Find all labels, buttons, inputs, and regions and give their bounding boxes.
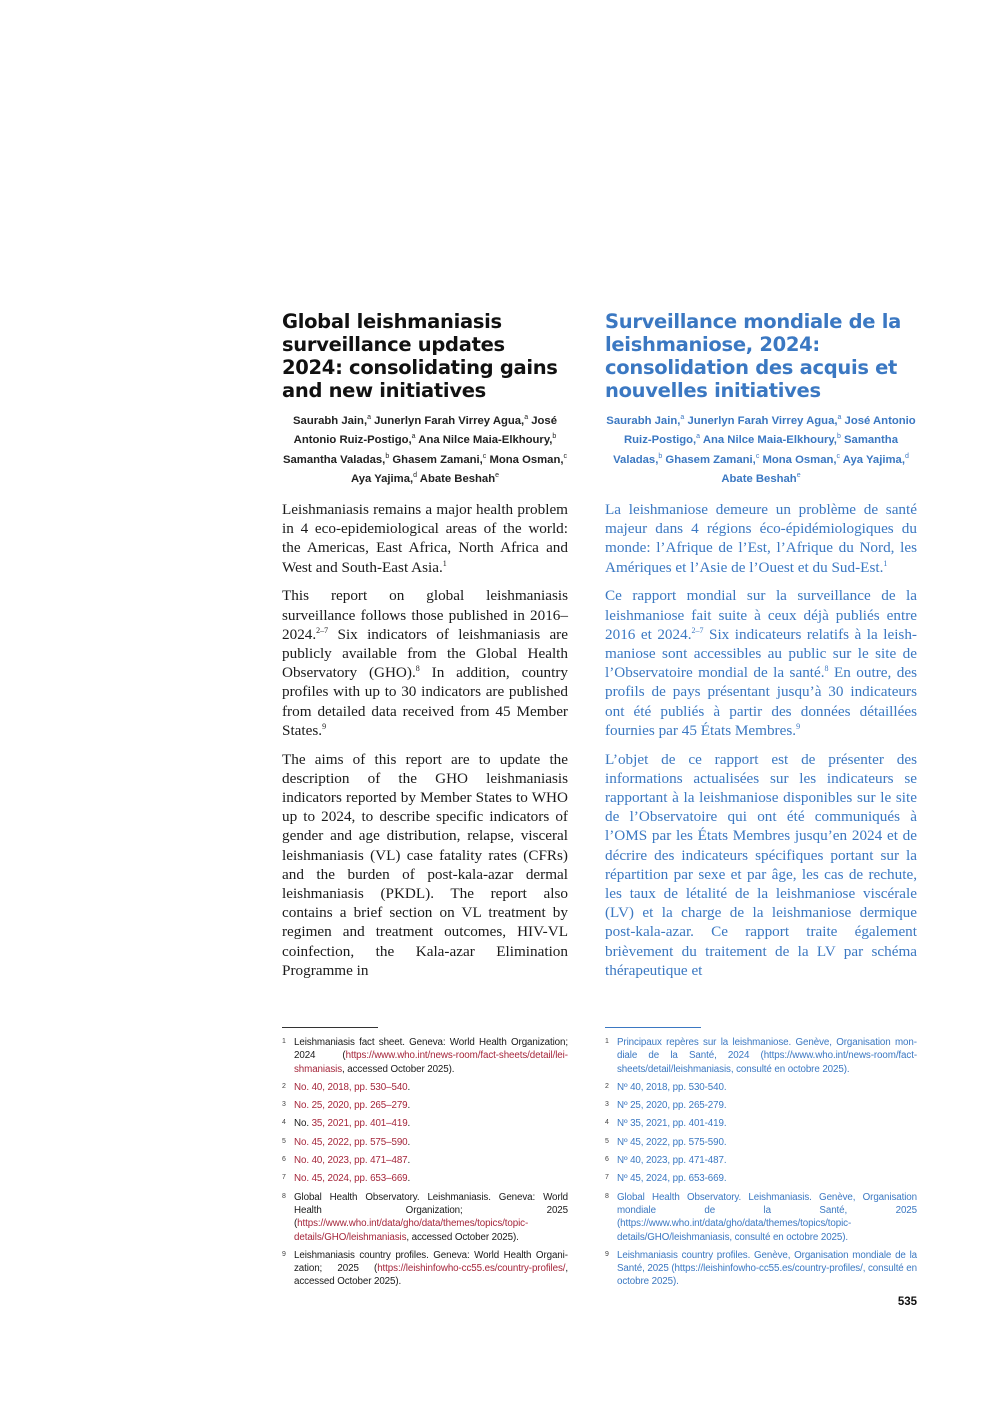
author-name: Aya Yajima, [842,453,905,466]
footnote-number: 1 [282,1038,286,1045]
footnotes-fr [605,1027,917,1294]
body-text-fr [605,500,917,980]
body-paragraph [282,586,568,740]
footnote-link[interactable]: https://www.who.int/news-room/fact-sheets/detail/leishmaniasis [294,1050,568,1075]
page-number: 535 [897,1296,917,1308]
footnote-link[interactable]: https://www.who.int/data/gho/data/themes/topics/topic-details/GHO/leishmaniasis [294,1218,529,1243]
author-affiliation: b [385,452,390,460]
footnote-link[interactable]: 35, 2021, pp. 401–419 [311,1118,408,1130]
footnote-divider [605,1027,701,1028]
author-affiliation: a [411,433,416,441]
reference-marker: 9 [796,721,801,731]
footnote-number: 1 [605,1038,609,1045]
footnote [605,1036,917,1076]
author-name: Saurabh Jain, [293,414,368,427]
author-list-en [282,410,568,487]
reference-marker: 8 [824,664,829,674]
paragraph-text: Six indicateurs relatifs à la leishmaniose sont accessibles au public sur le site de l’Observatoire mondial de la santé. [605,625,917,682]
footnote-number: 2 [605,1082,609,1090]
footnote-number: 6 [605,1156,609,1164]
footnote-link[interactable]: https://leishinfowho-cc55.es/country-profiles/ [377,1263,566,1275]
body-paragraph [605,586,917,740]
footnote-text: Nº 25, 2020, pp. 265-279. [617,1100,727,1112]
footnote-text: , consulté en octobre 2025). [730,1063,850,1075]
footnote-number: 7 [605,1174,609,1182]
footnote-text: , consulté en octobre 2025). [729,1231,849,1243]
author-affiliation: d [904,452,909,460]
footnote-number: 4 [605,1119,609,1127]
footnote-link[interactable]: No. 45, 2024, pp. 653–669 [294,1173,408,1185]
author-affiliation: a [367,414,371,421]
footnote-text: Nº 45, 2024, pp. 653-669. [617,1173,727,1185]
author-affiliation: a [696,433,701,441]
author-name: Aya Yajima, [350,472,414,485]
footnote-link[interactable]: https://leishinfowho-cc55.es/country-profiles/ [674,1263,863,1275]
footnote-link[interactable]: No. 40, 2023, pp. 471–487 [294,1155,408,1167]
footnote [282,1117,568,1130]
footnote-number: 4 [282,1119,286,1127]
reference-marker: 2–7 [691,625,704,635]
footnote-text: Leishmaniasis country profiles. Genève, Organisation mondiale de la Santé, 2025 ( [617,1249,917,1275]
footnote-text: No. [294,1118,312,1130]
author-name: Ghasem Zamani, [665,453,756,466]
footnote-text: Nº 45, 2022, pp. 575-590. [617,1136,727,1148]
footnote-text: , accessed October 2025). [342,1063,455,1075]
paragraph-text: En outre, des profils de pays présentant jusqu’à 30 indicateurs ont été publiés à partir des données détaillées fournies par 45 États Membres. [605,664,917,739]
author-list-fr [605,410,917,487]
paragraph-text: Six indicators of leishmaniasis are publicly available from the Global Health Observatory (GHO). [282,625,568,682]
footnote [282,1249,568,1289]
footnote-text: . [407,1155,411,1167]
reference-marker: 9 [322,721,327,731]
footnote-number: 2 [282,1082,286,1090]
footnote-number: 6 [282,1156,286,1164]
footnote [605,1117,917,1130]
author-name: José Antonio Ruiz-Postigo, [293,414,557,447]
english-column [282,310,568,989]
author-name: Ghasem Zamani, [392,453,483,466]
footnote-text: Leishmaniasis country profiles. Geneva: World Health Organization; 2025 ( [294,1249,568,1275]
footnote-list-fr [605,1036,917,1289]
footnote [605,1136,917,1149]
paragraph-text: Ce rapport mondial sur la surveillance de la leishmaniose fait suite à ceux déjà publiés entre 2016 et 2024. [605,587,917,643]
author-affiliation: c [563,452,568,460]
footnote-number: 7 [282,1174,286,1182]
author-affiliation: a [524,414,529,421]
paragraph-text: In addition, country profiles with up to 30 indicators are published from detailed data received from 45 Member States. [282,664,568,739]
body-paragraph [605,500,917,577]
author-name: Samantha Valadas, [282,453,386,466]
footnote-text: . [407,1118,411,1130]
footnote [605,1172,917,1185]
footnote [605,1154,917,1167]
author-affiliation: a [837,414,842,421]
footnote-number: 8 [605,1192,609,1200]
footnote-number: 3 [605,1101,609,1109]
footnote-text: , accessed October 2025). [406,1231,519,1243]
footnote-link[interactable]: No. 25, 2020, pp. 265–279 [294,1100,408,1112]
author-affiliation: e [796,471,801,479]
french-column [605,310,917,989]
footnote [605,1191,917,1244]
footnote-number: 5 [282,1137,286,1145]
footnote-text: , accessed October 2025). [294,1263,568,1288]
footnotes-en [282,1027,568,1294]
footnote [282,1172,568,1185]
reference-marker: 8 [415,664,420,674]
footnote-text: Global Health Observatory. Leishmaniasis. Genève, Organisation mondiale de la Santé, 2025 ( [617,1191,917,1230]
author-name: José Antonio Ruiz-Postigo, [624,414,916,447]
author-name: Junerlyn Farah Virrey Agua, [374,414,525,427]
footnote-link[interactable]: No. 45, 2022, pp. 575–590 [294,1136,408,1148]
footnote [282,1154,568,1167]
author-name: Mona Osman, [762,453,837,466]
footnote-link[interactable]: No. 40, 2018, pp. 530–540 [294,1081,408,1093]
footnote [605,1081,917,1094]
article-title-fr: Surveillance mondiale de la leishmaniose, 2024: consolidation des acquis et nouvelles initiatives [605,310,901,402]
author-name: Abate Beshah [419,472,496,485]
paragraph-text: L’objet de ce rapport est de présenter des informations actualisées sur les indicateurs se rapportant à la leishmaniose disponibles sur le site de l’Observatoire qui ont été communiqués à l’OMS par les États Membres jusqu’en 2024 et de décrire des indicateurs spécifiques portant sur la répartition par sexe et par âge, les cas de rechute, les taux de létalité de la leishmaniose viscérale (LV) et la charge de la leishmaniose dermique post-kala-azar. Ce rapport traite également brièvement du traitement de la LV par schéma thérapeutique et [605,750,917,979]
footnote-list-en [282,1036,568,1289]
footnote [282,1191,568,1244]
author-affiliation: b [552,433,557,441]
body-text-en [282,500,568,980]
footnote [605,1249,917,1289]
footnote-number: 9 [605,1250,609,1258]
author-name: Mona Osman, [489,453,564,466]
footnote-link[interactable]: https://www.who.int/data/gho/data/themes/topics/topic-details/GHO/leishmaniasis [617,1218,852,1243]
author-name: Ana Nilce Maia-Elkhoury, [418,434,553,447]
author-name: Saurabh Jain, [606,414,681,427]
reference-marker: 2–7 [316,625,329,635]
footnote-text: . [407,1100,411,1112]
footnote-text: Leishmaniasis fact sheet. Geneva: World Health Organization; 2024 ( [294,1037,568,1062]
footnote-text: Principaux repères sur la leishmaniose. Genève, Organisation mondiale de la Santé, 2024 ( [617,1037,917,1062]
paragraph-text: This report on global leishmaniasis surveillance follows those published in 2016–2024. [282,587,568,643]
footnote-text: Nº 40, 2023, pp. 471-487. [617,1155,727,1167]
author-name: Abate Beshah [721,472,797,485]
article-title-en: Global leishmaniasis surveillance updates 2024: consolidating gains and new initiatives [282,310,558,402]
footnote-text: , consulté en octobre 2025). [617,1263,917,1288]
author-affiliation: d [413,471,418,479]
footnote-text: Nº 35, 2021, pp. 401-419. [617,1118,727,1130]
footnote-text: Nº 40, 2018, pp. 530-540. [617,1081,727,1093]
footnote [282,1036,568,1076]
reference-marker: 1 [442,558,447,568]
author-name: Samantha Valadas, [613,434,898,466]
author-affiliation: c [836,452,841,460]
footnote [282,1099,568,1112]
author-affiliation: b [836,433,841,441]
author-name: Ana Nilce Maia-Elkhoury, [702,434,837,447]
footnote-text: . [407,1136,411,1148]
author-name: Junerlyn Farah Virrey Agua, [687,414,838,427]
footnote-link[interactable]: https://www.who.int/news-room/fact-sheets/detail/leishmaniasis [617,1050,917,1075]
footnote-text: Global Health Observatory. Leishmaniasis. Geneva: World Health Organization; 2025 ( [294,1191,568,1230]
footnote-number: 3 [282,1101,286,1109]
body-paragraph [282,750,568,980]
footnote-text: . [407,1173,411,1185]
paragraph-text: The aims of this report are to update the description of the GHO leishmaniasis indicators reported by Member States to WHO up to 2024, to describe specific indicators of gender and age distribution, relapse, visceral leishmaniasis (VL) case fatality rates (CFRs) and the burden of post-kala-azar dermal leishmaniasis (PKDL). The report also contains a brief section on VL treatment by regimen and treatment outcomes, HIV-VL coinfection, the Kala-azar Elimination Programme in [282,750,568,979]
paragraph-text: La leishmaniose demeure un problème de santé majeur dans 4 régions éco-épidémiologiques du monde: l’Afrique de l’Est, l’Afrique du Nord, les Amériques et l’Asie de l’Ouest et du Sud-Est. [605,501,917,576]
footnote-number: 5 [605,1137,609,1145]
author-affiliation: c [755,452,760,460]
author-affiliation: b [658,452,663,460]
author-affiliation: a [680,414,685,421]
footnote-number: 8 [282,1192,286,1200]
author-affiliation: e [495,471,500,479]
reference-marker: 1 [883,558,888,568]
footnote-text: . [407,1081,411,1093]
footnote [282,1136,568,1149]
footnote-number: 9 [282,1250,286,1258]
paragraph-text: Leishmaniasis remains a major health problem in 4 eco-epidemiological areas of the world: the Americas, East Africa, North Africa and West and South-East Asia. [282,501,568,576]
body-paragraph [282,500,568,577]
author-affiliation: c [482,452,487,460]
footnote-divider [282,1027,378,1028]
footnote [605,1099,917,1112]
footnote [282,1081,568,1094]
body-paragraph [605,750,917,980]
